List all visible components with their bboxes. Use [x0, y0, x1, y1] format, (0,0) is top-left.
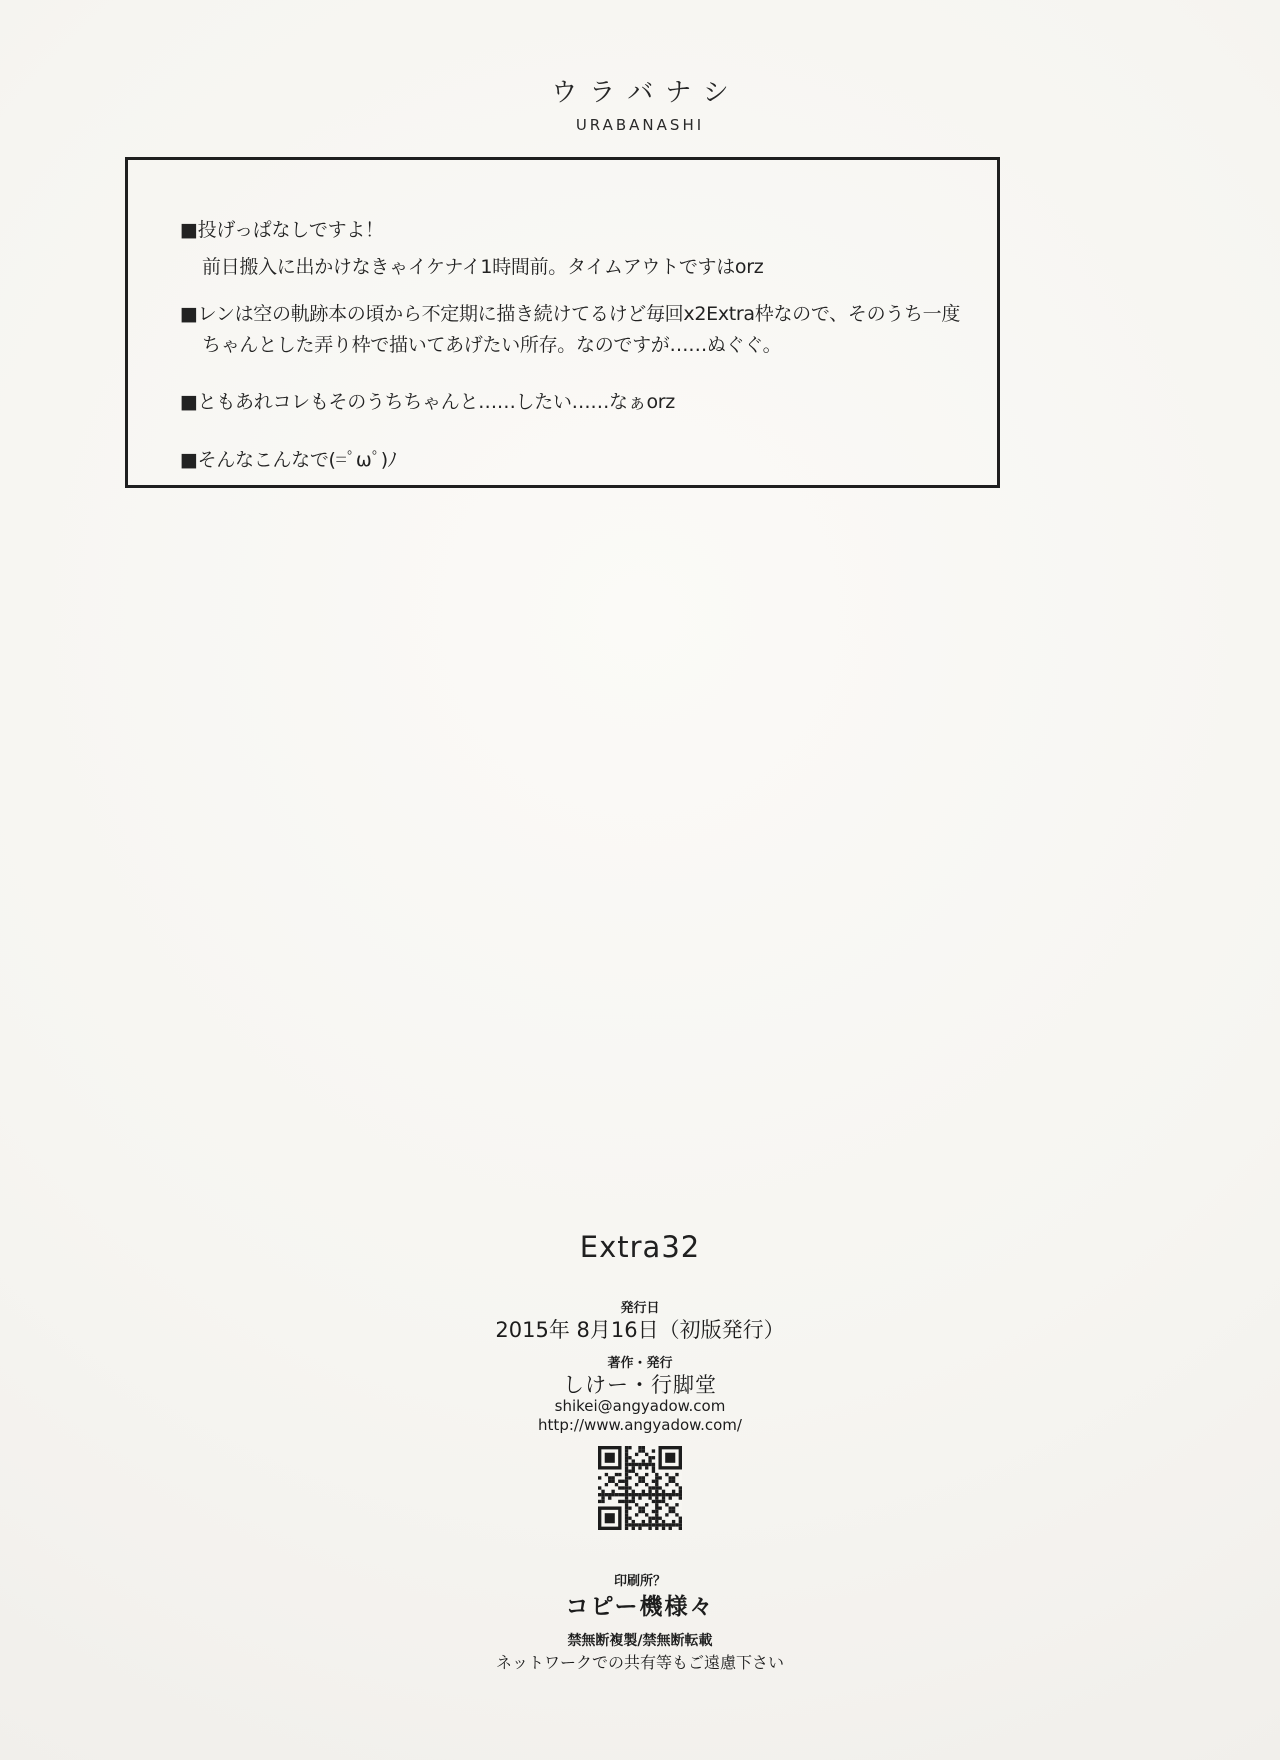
logo-romaji-text: URABANASHI [575, 116, 705, 134]
doujin-circle-logo [0, 72, 1280, 134]
afterword-line: ■投げっぱなしですよ！ [180, 219, 384, 241]
afterword-line: ちゃんとした弄り枠で描いてあげたい所存。なのですが……ぬぐぐ。 [202, 334, 782, 356]
qr-code [0, 1446, 1280, 1530]
afterword-line: ■ともあれコレもそのうちちゃんと……したい……なぁorz [180, 391, 675, 413]
afterword-line: ■そんなこんなで(=ﾟωﾟ)ﾉ [180, 449, 398, 471]
publish-date: 2015年 8月16日（初版発行） [495, 1318, 785, 1342]
logo-katakana-text: ウラバナシ [551, 78, 741, 108]
afterword-notes-box [125, 157, 1000, 488]
author-label: 著作・発行 [607, 1356, 673, 1371]
book-title: Extra32 [579, 1230, 701, 1264]
copyright-notice: 禁無断複製/禁無断転載 [567, 1633, 713, 1649]
sharing-notice: ネットワークでの共有等もご遠慮下さい [495, 1653, 784, 1672]
afterword-line: 前日搬入に出かけなきゃイケナイ1時間前。タイムアウトですはorz [202, 256, 764, 278]
publish-date-label: 発行日 [620, 1301, 660, 1316]
contact-email: shikei@angyadow.com [554, 1397, 726, 1415]
author-circle-name: しけー・行脚堂 [563, 1373, 717, 1397]
printer-name: コピー機様々 [565, 1594, 715, 1620]
website-url: http://www.angyadow.com/ [538, 1416, 742, 1434]
printer-label: 印刷所？ [613, 1574, 666, 1589]
afterword-line: ■レンは空の軌跡本の頃から不定期に描き続けてるけど毎回x2Extra枠なので、そのうち一度 [180, 303, 961, 325]
